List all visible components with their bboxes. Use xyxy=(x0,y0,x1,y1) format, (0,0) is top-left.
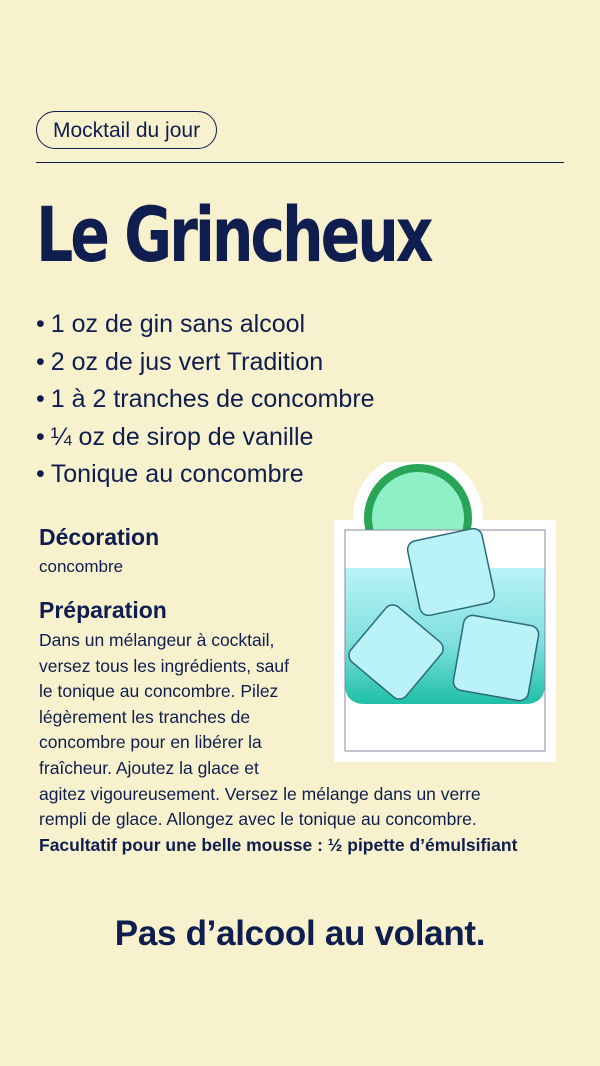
ingredient-item: • 1 à 2 tranches de concombre xyxy=(36,381,375,419)
ingredient-item: • Tonique au concombre xyxy=(36,456,375,494)
footer-slogan: Pas d’alcool au volant. xyxy=(114,914,486,953)
mocktail-du-jour-badge: Mocktail du jour xyxy=(36,111,217,149)
ingredient-list xyxy=(36,306,375,494)
ingredient-item: • ¼ oz de sirop de vanille xyxy=(36,419,375,457)
glass-with-ice-and-cucumber-icon xyxy=(330,462,560,764)
decoration-text: concombre xyxy=(39,557,124,576)
ice-cube xyxy=(406,527,496,617)
ingredient-item: • 1 oz de gin sans alcool xyxy=(36,306,375,344)
ice-cube xyxy=(452,614,540,702)
preparation-optional-note: Facultatif pour une belle mousse : ½ pipette d’émulsifiant xyxy=(39,834,518,855)
divider xyxy=(36,162,564,163)
ingredient-item: • 2 oz de jus vert Tradition xyxy=(36,344,375,382)
decoration-heading: Décoration xyxy=(39,524,160,550)
preparation-body: Dans un mélangeur à cocktail, versez tous les ingrédients, sauf le tonique au concombre. Pilez légèrement les tranches de concombre pour en libérer la fraîcheur. Ajoutez la glace et agitez vigoureusement. Versez le mélange dans un verre rempli de glace. Allongez avec le tonique au concombre. xyxy=(39,630,481,830)
preparation-heading: Préparation xyxy=(39,597,167,623)
page-title: Le Grincheux xyxy=(36,190,431,279)
